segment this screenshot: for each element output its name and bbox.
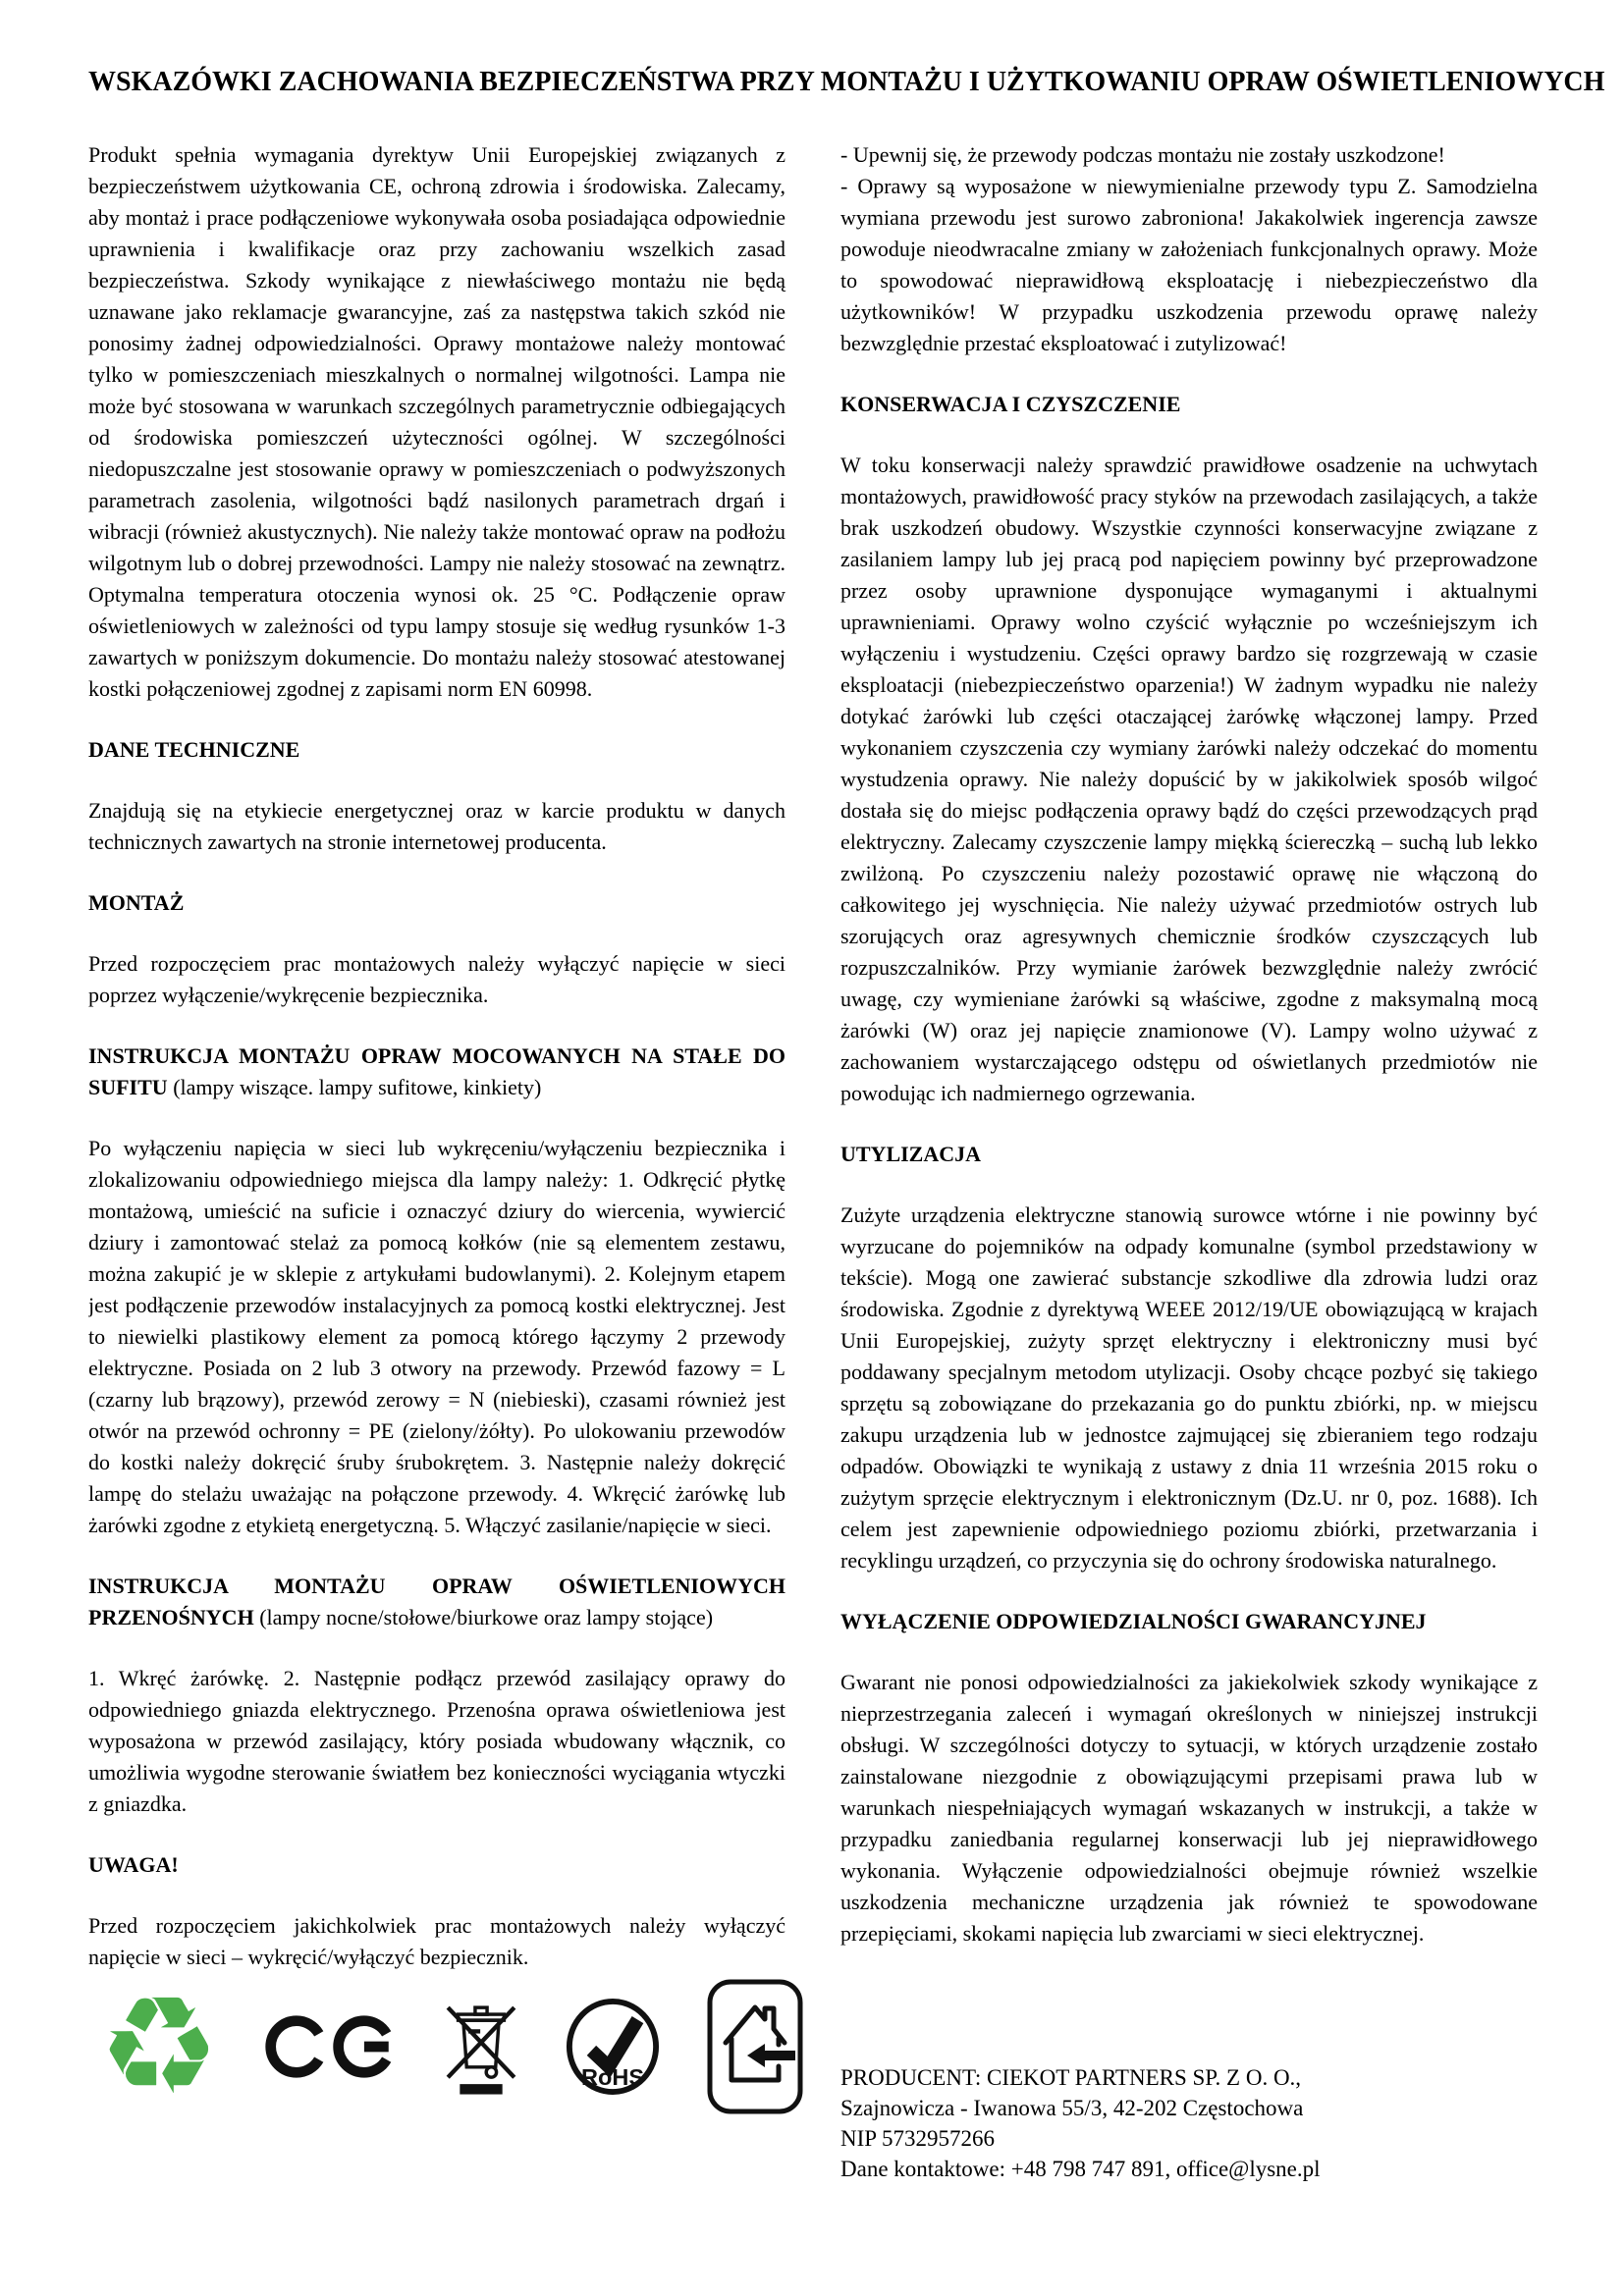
paragraph-uwaga: Przed rozpoczęciem jakichkolwiek prac montażowych należy wyłączyć napięcie w sieci – wykręcić/wyłączyć bezpiecznik. <box>88 1913 785 1969</box>
paragraph-instrukcja-przenosne: 1. Wkręć żarówkę. 2. Następnie podłącz przewód zasilający oprawy do odpowiedniego gniazda elektrycznego. Przenośna oprawa oświetleniowa jest wyposażona w przewód zasilający, który posiada wbudowany włącznik, co umożliwia wygodne sterowanie światłem bez konieczności wyciągania wtyczki z gniazdka. <box>88 1666 785 1816</box>
heading-dane-techniczne: DANE TECHNICZNE <box>88 737 300 762</box>
right-column <box>840 139 1538 1985</box>
paragraph-wylaczenie-odpowiedzialnosci: Gwarant nie ponosi odpowiedzialności za jakiekolwiek szkody wynikające z nieprzestrzegania zaleceń i wymagań określonych w niniejszej instrukcji obsługi. W szczególności dotyczy to sytuacji, w których urządzenie zostało zainstalowane niezgodnie z obowiązującymi przepisami prawa lub w warunkach niespełniających wymagań wskazanych w instrukcji, a także w przypadku zaniedbania regularnej konserwacji lub jej nieprawidłowego wykonania. Wyłączenie odpowiedzialności obejmuje również wszelkie uszkodzenia mechaniczne urządzenia jak również te spowodowane przepięciami, skokami napięcia lub zwarciami w sieci elektrycznej. <box>840 1670 1538 1946</box>
two-column-layout <box>88 139 1538 1985</box>
paragraph-montaz: Przed rozpoczęciem prac montażowych należy wyłączyć napięcie w sieci poprzez wyłączenie/wykręcenie bezpiecznika. <box>88 951 785 1007</box>
producer-name: PRODUCENT: CIEKOT PARTNERS SP. Z O. O., <box>840 2065 1302 2090</box>
paragraph-instrukcja-sufit: Po wyłączeniu napięcia w sieci lub wykręceniu/wyłączeniu bezpiecznika i zlokalizowaniu odpowiedniego miejsca dla lampy należy: 1. Odkręcić płytkę montażową, umieścić na suficie i oznaczyć dziury do wiercenia, wywiercić dziury i zamontować stelaż za pomocą kołków (nie są elementem zestawu, można zakupić je w sklepie z artykułami budowlanymi). 2. Kolejnym etapem jest podłączenie przewodów instalacyjnych za pomocą kostki elektrycznej. Jest to niewielki plastikowy element za pomocą którego łączymy 2 przewody elektryczne. Posiada on 2 lub 3 otwory na przewody. Przewód fazowy = L (czarny lub brązowy), przewód zerowy = N (niebieski), czasami również jest otwór na przewód ochronny = PE (zielony/żółty). Po ulokowaniu przewodów do kostki należy dokręcić śruby śrubokrętem. 3. Następnie należy dokręcić lampę do stelażu uważając na połączone przewody. 4. Wkręcić żarówkę lub żarówki zgodne z etykietą energetyczną. 5. Włączyć zasilanie/napięcie w sieci. <box>88 1136 785 1537</box>
recycling-icon: ♻ <box>98 1967 220 2125</box>
producer-nip: NIP 5732957266 <box>840 2126 995 2151</box>
rohs-icon <box>565 1998 661 2096</box>
heading-bold-part: INSTRUKCJA MONTAŻU OPRAW MOCOWANYCH NA STAŁE DO SUFITU <box>88 1043 785 1099</box>
bullet-oprawy: - Oprawy są wyposażone w niewymienialne przewody typu Z. Samodzielna wymiana przewodu jest surowo zabroniona! Jakakolwiek ingerencja zawsze powoduje nieodwracalne zmiany w założeniach funkcjonalnych oprawy. Może to spowodować nieprawidłową eksploatację i niebezpieczeństwo dla użytkowników! W przypadku uszkodzenia przewodu oprawę należy bezwzględnie przestać eksploatować i zutylizować! <box>840 174 1538 355</box>
paragraph-intro: Produkt spełnia wymagania dyrektyw Unii Europejskiej związanych z bezpieczeństwem użytkowania CE, ochroną zdrowia i środowiska. Zalecamy, aby montaż i prace podłączeniowe wykonywała osoba posiadająca odpowiednie uprawnienia i kwalifikacje oraz przy zachowaniu wszelkich zasad bezpieczeństwa. Szkody wynikające z niewłaściwego montażu nie będą uznawane jako reklamacje gwarancyjne, zaś za następstwa takich szkód nie ponosimy żadnej odpowiedzialności. Oprawy montażowe należy montować tylko w pomieszczeniach mieszkalnych o normalnej wilgotności. Lampa nie może być stosowana w warunkach szczególnych parametrycznie odbiegających od środowiska pomieszczeń użyteczności ogólnej. W szczególności niedopuszczalne jest stosowanie oprawy w pomieszczeniach o podwyższonych parametrach zasolenia, wilgotności bądź nasilonych parametrach drgań i wibracji (również akustycznych). Nie należy także montować opraw na podłożu wilgotnym lub o dobrej przewodności. Lampy nie należy stosować na zewnątrz. Optymalna temperatura otoczenia wynosi ok. 25 °C. Podłączenie opraw oświetleniowych w zależności od typu lampy stosuje się według rysunków 1-3 zawartych w poniższym dokumencie. Do montażu należy stosować atestowanej kostki połączeniowej zgodnej z zapisami norm EN 60998. <box>88 142 785 701</box>
heading-konserwacja: KONSERWACJA I CZYSZCZENIE <box>840 392 1181 416</box>
paragraph-konserwacja: W toku konserwacji należy sprawdzić prawidłowe osadzenie na uchwytach montażowych, prawidłowość pracy styków na przewodach zasilających, a także brak uszkodzeń obudowy. Wszystkie czynności konserwacyjne związane z zasilaniem lampy lub jej pracą pod napięciem powinny być przeprowadzone przez osoby uprawnione dysponujące wymaganymi i aktualnymi uprawnieniami. Oprawy wolno czyścić wyłącznie po wcześniejszym ich wyłączeniu i wystudzeniu. Części oprawy bardzo się rozgrzewają w czasie eksploatacji (niebezpieczeństwo oparzenia!) W żadnym wypadku nie należy dotykać żarówki lub części otaczającej żarówkę włączonej lampy. Przed wykonaniem czyszczenia czy wymiany żarówki należy odczekać do momentu wystudzenia oprawy. Nie należy dopuścić by w jakikolwiek sposób wilgoć dostała się do miejsc podłączenia oprawy bądź do części przewodzących prąd elektryczny. Zalecamy czyszczenie lampy miękką ściereczką – suchą lub lekko zwilżoną. Po czyszczeniu należy pozostawić oprawę nie włączoną do całkowitego jej wyschnięcia. Nie należy używać przedmiotów ostrych lub szorujących oraz agresywnych chemicznie środków czyszczących lub rozpuszczalników. Przy wymianie żarówek bezwzględnie należy zwrócić uwagę, czy wymieniane żarówki są właściwe, zgodne z maksymalną mocą żarówki (W) oraz jej napięcie znamionowe (V). Lampy wolno używać z zachowaniem wystarczającego odstępu od oświetlanych przedmiotów nie powodując ich nadmiernego ogrzewania. <box>840 453 1538 1105</box>
rohs-label: RoHS <box>580 2064 644 2091</box>
heading-normal-part: (lampy nocne/stołowe/biurkowe oraz lampy stojące) <box>253 1605 714 1629</box>
weee-crossed-bin-icon <box>443 1988 519 2106</box>
heading-uwaga: UWAGA! <box>88 1852 179 1877</box>
heading-wylaczenie-odpowiedzialnosci: WYŁĄCZENIE ODPOWIEDZIALNOŚCI GWARANCYJNEJ <box>840 1609 1427 1633</box>
heading-instrukcja-przenosne <box>88 1571 785 1633</box>
house-return-icon <box>706 1978 804 2115</box>
paragraph-utylizacja: Zużyte urządzenia elektryczne stanowią surowce wtórne i nie powinny być wyrzucane do pojemników na odpady komunalne (symbol przedstawiony w tekście). Mogą one zawierać substancje szkodliwe dla zdrowia ludzi oraz środowiska. Zgodnie z dyrektywą WEEE 2012/19/UE obowiązującą w krajach Unii Europejskiej, zużyty sprzęt elektryczny i elektroniczny musi być poddawany specjalnym metodom utylizacji. Osoby chcące pozbyć się takiego sprzętu są zobowiązane do przekazania go do punktu zbiórki, np. w miejscu zakupu urządzenia lub w jednostce zajmującej się zbieraniem tego rodzaju odpadów. Obowiązki te wynikają z ustawy z dnia 11 września 2015 roku o zużytym sprzęcie elektrycznym i elektronicznym (Dz.U. nr 0, poz. 1688). Ich celem jest zapewnienie odpowiedniego poziomu zbiórki, przetwarzania i recyklingu urządzeń, co przyczynia się do ochrony środowiska naturalnego. <box>840 1202 1538 1573</box>
heading-instrukcja-sufit <box>88 1041 785 1103</box>
heading-utylizacja: UTYLIZACJA <box>840 1142 982 1166</box>
heading-normal-part: (lampy wiszące. lampy sufitowe, kinkiety) <box>167 1075 542 1099</box>
footer <box>88 1967 1538 2184</box>
left-column <box>88 139 785 1985</box>
ce-mark-icon <box>265 2000 398 2094</box>
producer-contact: Dane kontaktowe: +48 798 747 891, office@lysne.pl <box>840 2157 1321 2181</box>
bullet-przewody: - Upewnij się, że przewody podczas montażu nie zostały uszkodzone! <box>840 142 1445 167</box>
certification-icons-row <box>88 1967 785 2125</box>
paragraph-dane-techniczne: Znajdują się na etykiecie energetycznej oraz w karcie produktu w danych technicznych zawartych na stronie internetowej producenta. <box>88 798 785 854</box>
heading-bold-part: INSTRUKCJA MONTAŻU OPRAW OŚWIETLENIOWYCH PRZENOŚNYCH <box>88 1574 785 1629</box>
page-title: WSKAZÓWKI ZACHOWANIA BEZPIECZEŃSTWA PRZY MONTAŻU I UŻYTKOWANIU OPRAW OŚWIETLENIOWYCH <box>88 67 1605 97</box>
producer-info <box>840 1978 1538 2184</box>
heading-montaz: MONTAŻ <box>88 890 185 915</box>
producer-address: Szajnowicza - Iwanowa 55/3, 42-202 Częstochowa <box>840 2096 1304 2120</box>
